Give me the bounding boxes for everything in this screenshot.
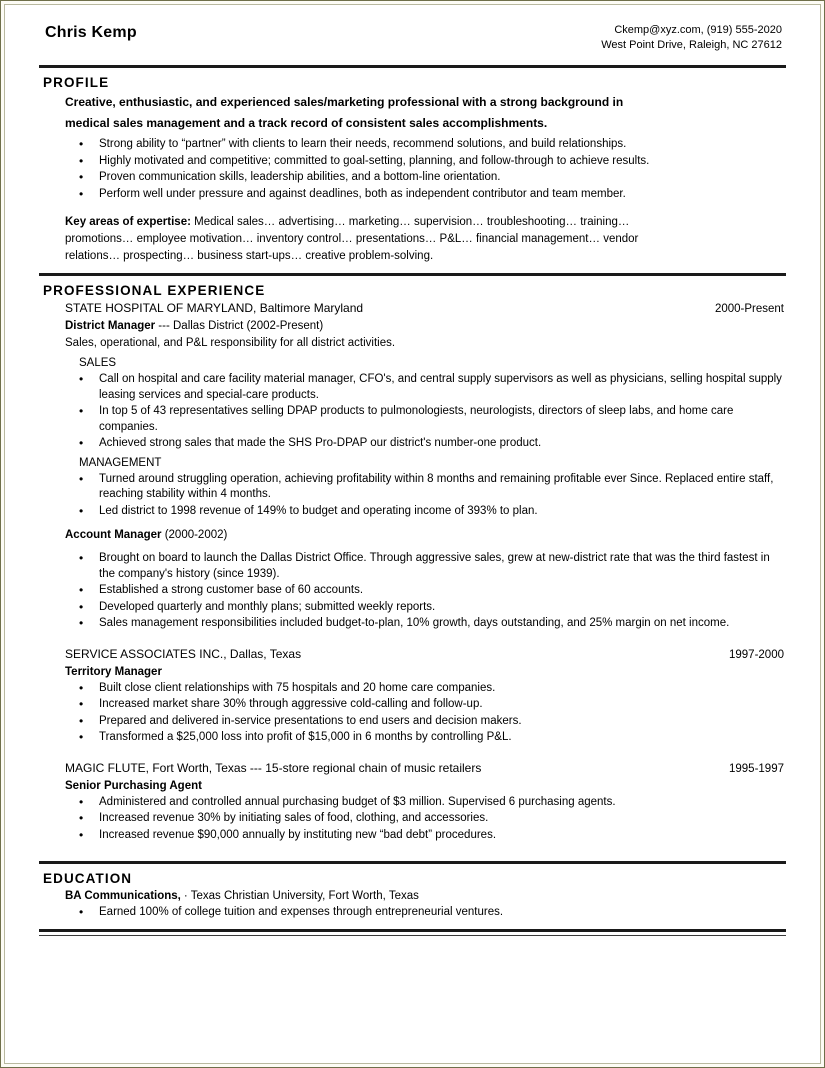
experience-divider <box>39 861 786 864</box>
education-divider <box>39 929 786 932</box>
list-item: • Increased revenue $90,000 annually by instituting new “bad debt” procedures. <box>65 828 786 844</box>
profile-bullet-list <box>65 137 786 202</box>
degree-name: BA Communications, <box>65 890 181 902</box>
employment-dates: 2000-Present <box>714 303 784 315</box>
experience-entry <box>65 760 786 844</box>
list-item: • Prepared and delivered in-service presentations to end users and decision makers. <box>65 714 786 730</box>
job-bullets <box>65 795 786 844</box>
employment-dates: 1995-1997 <box>729 762 784 775</box>
job-title-text: District Manager <box>65 320 156 332</box>
job-title-text: Account Manager <box>65 529 162 541</box>
key-areas-label: Key areas of expertise: <box>65 216 191 228</box>
job-title <box>65 318 786 335</box>
job-title <box>65 664 786 681</box>
list-item: • Strong ability to “partner” with clients to learn their needs, recommend solutions, and build relationships. <box>65 137 786 153</box>
employer-name: MAGIC FLUTE, Fort Worth, Texas --- 15-store regional chain of music retailers <box>65 760 482 775</box>
header-divider <box>39 65 786 68</box>
experience-org-row <box>65 646 786 664</box>
job-bullets <box>65 681 786 746</box>
list-item: • Increased revenue 30% by initiating sales of food, clothing, and accessories. <box>65 811 786 827</box>
contact-line-email-phone: Ckemp@xyz.com, (919) 555-2020 <box>614 24 782 36</box>
education-entry <box>65 888 786 905</box>
job-title-detail: --- Dallas District (2002-Present) <box>155 320 324 332</box>
list-item: • Sales management responsibilities included budget-to-plan, 10% growth, days outstanding, and 25% margin on net income. <box>65 616 786 632</box>
list-item: • In top 5 of 43 representatives selling DPAP products to pulmonologiests, neurologists, directors of sleep labs, and home care companies. <box>65 404 786 435</box>
spacer <box>65 520 786 527</box>
key-areas-text: Medical sales… advertising… marketing… supervision… troubleshooting… training… promotions… employee motivation… inventory control… presentations… P&L… financial management… vendor relations… prospecting… business start-ups… creative problem-solving. <box>65 216 639 262</box>
education-bullet-list <box>65 905 786 921</box>
profile-summary: Creative, enthusiastic, and experienced sales/marketing professional with a strong background in medical sales management and a track record of consistent sales accomplishments. <box>65 95 624 130</box>
list-item: • Increased market share 30% through aggressive cold-calling and follow-up. <box>65 697 786 713</box>
list-item: • Turned around struggling operation, achieving profitability within 8 months and remaining profitable ever Since. Replaced entire staff, reaching stability within 4 months. <box>65 472 786 503</box>
employer-name: STATE HOSPITAL OF MARYLAND, Baltimore Maryland <box>65 301 364 315</box>
employment-dates: 1997-2000 <box>729 648 784 661</box>
spacer <box>65 633 786 646</box>
job-title-text: Senior Purchasing Agent <box>65 779 202 792</box>
experience-entry <box>65 300 786 632</box>
job-summary: Sales, operational, and P&L responsibility for all district activities. <box>65 337 396 349</box>
profile-divider <box>39 273 786 276</box>
job-group-heading-management: MANAGEMENT <box>79 456 162 469</box>
job-title-secondary <box>65 527 786 544</box>
resume-header <box>39 23 786 53</box>
spacer <box>65 747 786 760</box>
school-name: Texas Christian University, Fort Worth, Texas <box>190 890 419 902</box>
candidate-name: Chris Kemp <box>45 24 137 41</box>
job-group-heading-sales: SALES <box>79 357 117 369</box>
list-item: • Perform well under pressure and against deadlines, both as independent contributor and team member. <box>65 187 786 203</box>
job-title-detail: (2000-2002) <box>161 529 228 541</box>
section-title-experience: PROFESSIONAL EXPERIENCE <box>43 283 266 298</box>
list-item: • Transformed a $25,000 loss into profit of $15,000 in 6 months by controlling P&L. <box>65 730 786 746</box>
list-item: • Built close client relationships with 75 hospitals and 20 home care companies. <box>65 681 786 697</box>
contact-info <box>601 23 782 53</box>
resume-document <box>4 4 821 1064</box>
experience-body <box>65 300 786 843</box>
list-item: • Call on hospital and care facility material manager, CFO's, and central supply supervisors as well as physicians, selling hospital supply leasing services and special-care products. <box>65 372 786 403</box>
job-title-text: Territory Manager <box>65 665 162 678</box>
contact-line-address: West Point Drive, Raleigh, NC 27612 <box>601 39 782 51</box>
job-bullets-account-manager <box>65 551 786 632</box>
profile-body <box>65 92 786 265</box>
key-areas-of-expertise <box>65 214 660 265</box>
list-item: • Highly motivated and competitive; committed to goal-setting, planning, and follow-through to achieve results. <box>65 154 786 170</box>
education-divider-thin <box>39 935 786 936</box>
list-item: • Earned 100% of college tuition and expenses through entrepreneurial ventures. <box>65 905 786 921</box>
employer-name: SERVICE ASSOCIATES INC., Dallas, Texas <box>65 646 302 661</box>
list-item: • Established a strong customer base of 60 accounts. <box>65 583 786 599</box>
spacer <box>65 544 786 551</box>
list-item: • Led district to 1998 revenue of 149% to budget and operating income of 393% to plan. <box>65 504 786 520</box>
experience-entry <box>65 646 786 746</box>
section-title-education: EDUCATION <box>43 871 133 886</box>
education-separator: · <box>183 890 188 902</box>
section-title-profile: PROFILE <box>43 75 110 90</box>
list-item: • Achieved strong sales that made the SHS Pro-DPAP our district's number-one product. <box>65 436 786 452</box>
education-body <box>65 905 786 921</box>
job-title <box>65 778 786 795</box>
list-item: • Brought on board to launch the Dallas District Office. Through aggressive sales, grew at new-district rate that was the third fastest in the company's history (since 1939). <box>65 551 786 582</box>
job-group-bullets-sales <box>65 372 786 452</box>
job-group-bullets-management <box>65 472 786 520</box>
list-item: • Developed quarterly and monthly plans; submitted weekly reports. <box>65 600 786 616</box>
list-item: • Proven communication skills, leadership abilities, and a bottom-line orientation. <box>65 170 786 186</box>
experience-org-row <box>65 300 786 318</box>
experience-org-row <box>65 760 786 778</box>
list-item: • Administered and controlled annual purchasing budget of $3 million. Supervised 6 purchasing agents. <box>65 795 786 811</box>
